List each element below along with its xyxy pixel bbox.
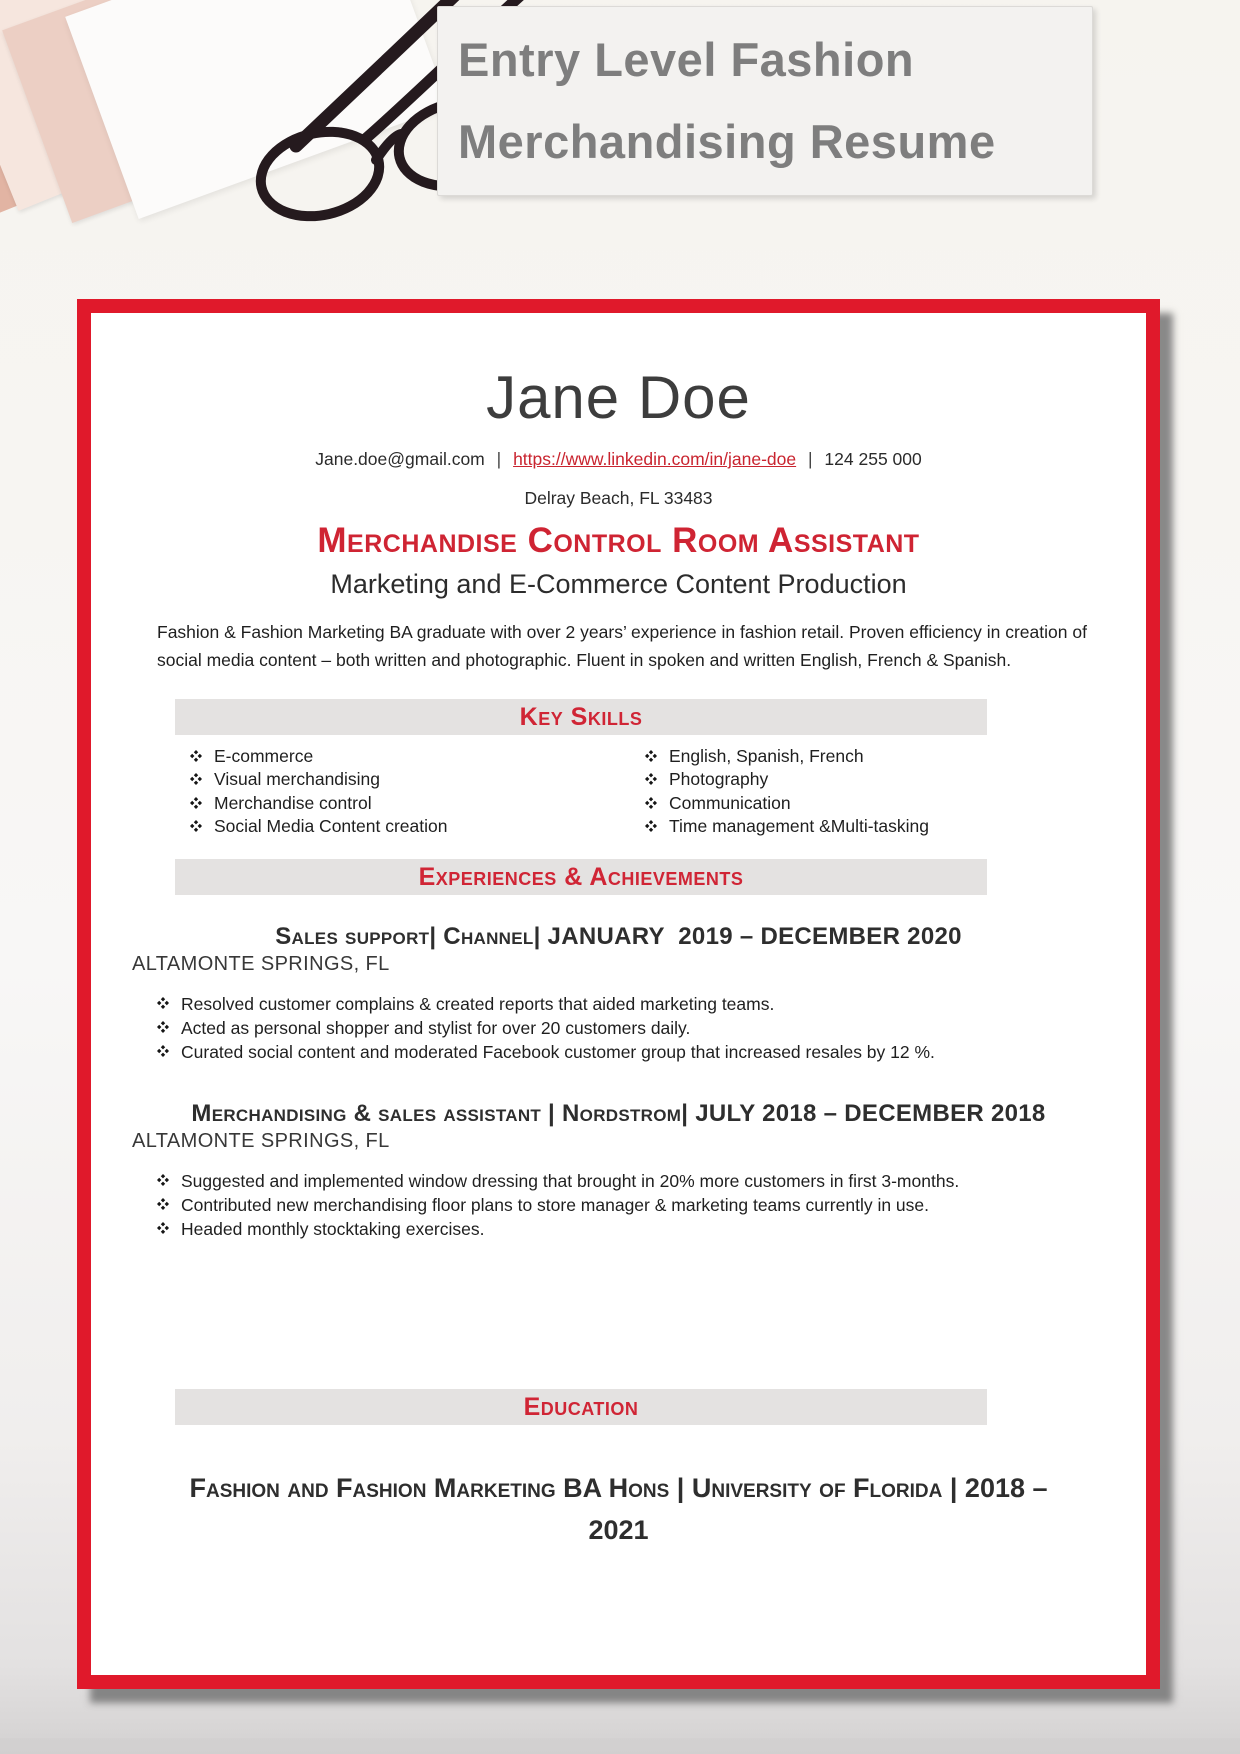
diamond-bullet-icon [190, 773, 202, 785]
skill-item [645, 815, 929, 839]
person-name: Jane Doe [486, 364, 751, 431]
skills-column-left [190, 745, 645, 839]
diamond-bullet-icon [190, 820, 202, 832]
skill-item [190, 768, 645, 792]
title-card [437, 6, 1093, 196]
linkedin-link[interactable]: https://www.linkedin.com/in/jane-doe [513, 449, 797, 469]
diamond-bullet-icon [645, 750, 657, 762]
job-1-heading: Sales support| Channel| JANUARY 2019 – DECEMBER 2020 [275, 922, 962, 950]
bullet-text: Curated social content and moderated Facebook customer group that increased resales by 12 %. [181, 1041, 935, 1062]
skill-label: Photography [669, 769, 769, 790]
job-2-bullets [91, 1169, 1106, 1241]
skill-label: English, Spanish, French [669, 745, 864, 766]
diamond-bullet-icon [157, 1174, 169, 1186]
bullet-text: Suggested and implemented window dressing that brought in 20% more customers in first 3-months. [181, 1170, 960, 1191]
diamond-bullet-icon [157, 1198, 169, 1210]
diamond-bullet-icon [190, 750, 202, 762]
diamond-bullet-icon [157, 1021, 169, 1033]
title-line-2: Merchandising Resume [458, 115, 996, 168]
skill-label: Merchandise control [214, 792, 372, 813]
section-header-experience: Experiences & Achievements [175, 859, 987, 895]
skill-label: Communication [669, 792, 791, 813]
diamond-bullet-icon [645, 820, 657, 832]
education-line: Fashion and Fashion Marketing BA Hons | University of Florida | 2018 – 2021 [189, 1472, 1048, 1545]
job-2-location: ALTAMONTE SPRINGS, FL [132, 1129, 390, 1152]
bullet-item [157, 992, 1106, 1016]
phone-text: 124 255 000 [824, 449, 922, 469]
email-text: Jane.doe@gmail.com [315, 449, 485, 469]
diamond-bullet-icon [645, 773, 657, 785]
skills-columns [190, 745, 1146, 839]
job-2-heading: Merchandising & sales assistant | Nordstrom| JULY 2018 – DECEMBER 2018 [191, 1099, 1046, 1127]
bullet-item [157, 1016, 1106, 1040]
skill-item [190, 815, 645, 839]
skill-label: E-commerce [214, 745, 314, 766]
skill-item [645, 768, 929, 792]
bullet-text: Headed monthly stocktaking exercises. [181, 1218, 485, 1239]
diamond-bullet-icon [190, 797, 202, 809]
resume-subheadline: Marketing and E-Commerce Content Production [330, 569, 907, 599]
section-header-education: Education [175, 1389, 987, 1425]
diamond-bullet-icon [645, 797, 657, 809]
diamond-bullet-icon [157, 1045, 169, 1057]
skills-column-right [645, 745, 929, 839]
bottom-edge-shade [0, 1738, 1240, 1754]
job-entry-2 [91, 1100, 1146, 1241]
job-1-bullets [91, 992, 1106, 1064]
bullet-item [157, 1040, 1106, 1064]
separator: | [496, 449, 502, 469]
skill-item [645, 792, 929, 816]
bullet-text: Acted as personal shopper and stylist for over 20 customers daily. [181, 1017, 691, 1038]
skill-item [190, 745, 645, 769]
skill-label: Social Media Content creation [214, 816, 448, 837]
bullet-item [157, 1217, 1106, 1241]
bullet-text: Contributed new merchandising floor plans to store manager & marketing teams currently in use. [181, 1194, 930, 1215]
title-line-1: Entry Level Fashion [458, 33, 915, 86]
address-line: Delray Beach, FL 33483 [524, 488, 713, 508]
separator: | [808, 449, 813, 469]
skill-item [645, 745, 929, 769]
bullet-item [157, 1169, 1106, 1193]
diamond-bullet-icon [157, 1222, 169, 1234]
bullet-item [157, 1193, 1106, 1217]
resume-headline: Merchandise Control Room Assistant [317, 521, 920, 560]
summary-paragraph: Fashion & Fashion Marketing BA graduate with over 2 years’ experience in fashion retail. Proven efficiency in creation of social media content – both written and photographic. Fluent in spoken and written English, French & Spanish. [157, 622, 1087, 671]
bullet-text: Resolved customer complains & created reports that aided marketing teams. [181, 993, 775, 1014]
skill-item [190, 792, 645, 816]
job-entry-1 [91, 923, 1146, 1064]
job-1-location: ALTAMONTE SPRINGS, FL [132, 952, 390, 975]
resume-card [77, 299, 1160, 1689]
contact-line [91, 449, 1146, 470]
diamond-bullet-icon [157, 997, 169, 1009]
skill-label: Visual merchandising [214, 769, 381, 790]
skill-label: Time management &Multi-tasking [669, 816, 930, 837]
section-header-key-skills: Key Skills [175, 699, 987, 735]
